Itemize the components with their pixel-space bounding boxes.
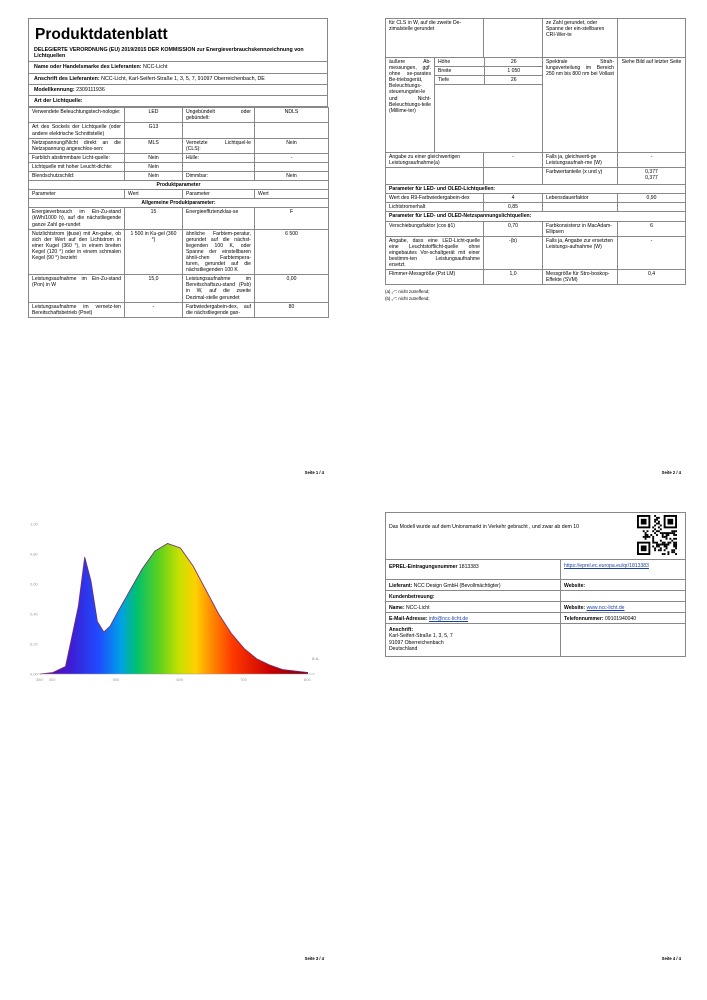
market-row xyxy=(386,513,686,560)
light-source-table xyxy=(28,107,329,318)
param-value: 15 xyxy=(125,208,183,229)
footnote-b: (b) „-“: nicht zutreffend; xyxy=(385,296,430,302)
model-label: Modellkennung: xyxy=(34,86,75,93)
y-tick-label: 1,00 xyxy=(30,521,38,527)
param-row xyxy=(29,208,329,229)
r9-label: Wert des R9-Farbwiedergabein-dex xyxy=(386,194,484,203)
email-label: E-Mail-Adresse: xyxy=(389,616,428,623)
supplier-brand-label: Name oder Handelsmarke des Lieferanten: xyxy=(34,64,142,71)
website-link[interactable]: www.ncc-licht.de xyxy=(586,605,625,612)
x-tick-label: 700 xyxy=(240,677,247,682)
param-label-2: Energieeffizienzklas-se xyxy=(183,208,255,229)
dimension-label: Tiefe xyxy=(435,76,484,85)
chroma-x: 0,377 xyxy=(645,169,658,176)
dimension-label: Höhe xyxy=(435,58,484,67)
equiv-row xyxy=(386,153,686,168)
light-source-row xyxy=(29,138,329,153)
general-title: Allgemeine Produktparameter: xyxy=(29,199,329,208)
page-number: Seite 3 / 4 xyxy=(304,956,324,961)
light-source-row xyxy=(29,171,329,180)
equiv-label: Angabe zu einer gleichwertigen Leistungsaufnahme(a) xyxy=(386,153,484,168)
row-value-2: Nein xyxy=(255,138,329,153)
row-label: Blendschutzschild: xyxy=(29,171,125,180)
address-row xyxy=(386,624,686,656)
spectrum-area xyxy=(40,544,308,675)
cri-label-cont: ze Zahl gerundet, oder Spanne der ein-stellbaren CRI-Wer-te xyxy=(543,19,618,58)
dimension-value: 26 xyxy=(484,76,543,85)
eprel-url-link[interactable]: https://eprel.ec.europa.eu/qr/1813383 xyxy=(564,563,649,569)
x-tick-label: 600 xyxy=(176,677,184,682)
col-param-2: Parameter xyxy=(183,190,255,199)
email-link[interactable]: info@ncc-licht.de xyxy=(428,616,469,623)
general-title-row xyxy=(29,199,329,208)
phone-label: Telefonnummer: xyxy=(564,616,604,623)
maint-row xyxy=(386,203,686,212)
row-value-2: Nein xyxy=(255,171,329,180)
page-number: Seite 4 / 4 xyxy=(661,956,681,961)
dimensions-values xyxy=(435,58,543,153)
params-title: Produktparameter xyxy=(29,181,329,190)
address-line-2: 91097 Oberreichenbach xyxy=(389,639,444,646)
datasheet-header xyxy=(28,18,328,107)
support-empty xyxy=(561,591,686,602)
model-row xyxy=(29,85,327,96)
chroma-empty-2 xyxy=(484,168,543,185)
row-label-2 xyxy=(183,123,255,138)
params-header-row xyxy=(29,190,329,199)
mains-title: Parameter für LED- und OLED-Netzspannungslichtquellen: xyxy=(386,212,686,221)
phone-value: 09101940040 xyxy=(604,616,637,623)
page-title: Produktdatenblatt xyxy=(35,26,168,43)
x-tick-label: 800 xyxy=(304,677,311,682)
row-value: Nein xyxy=(125,162,183,171)
light-source-row xyxy=(29,123,329,138)
email-cell xyxy=(386,613,561,624)
address-line-3: Deutschland xyxy=(389,645,418,652)
x-tick-label: 500 xyxy=(112,677,120,682)
replace-label: Angabe, dass eine LED-Licht-quelle eine Leuchtstofflicht-quelle ohne eingebautes Vor-schaltgerät mit einer bestimm-ten Leistungsaufnahme ersetzt. xyxy=(386,236,484,269)
website2-cell xyxy=(561,602,686,613)
param-row xyxy=(29,302,329,317)
svm-label: Messgröße für Stro-boskop-Effekte (SVM) xyxy=(543,270,618,285)
maint-label: Lichtstromerhalt xyxy=(386,203,484,212)
row-label-2 xyxy=(183,162,255,171)
flicker-row xyxy=(386,270,686,285)
col-param-1: Parameter xyxy=(29,190,125,199)
param-value: 15,0 xyxy=(125,275,183,302)
equiv2-label: Falls ja, gleichwerti-ge Leistungsaufnah-me (W) xyxy=(543,153,618,168)
market-cell xyxy=(386,513,686,560)
row-value: Nein xyxy=(125,153,183,162)
market-text: Das Modell wurde auf dem Unionsmarkt in Verkehr gebracht , und zwar ab dem 10 xyxy=(389,524,580,530)
supplier-info-table xyxy=(385,512,686,657)
cls-standby-value xyxy=(484,19,543,58)
eprel-row xyxy=(386,560,686,580)
spectral-distribution-chart xyxy=(28,512,328,692)
eprel-cell xyxy=(386,560,561,580)
param-label: Leistungsaufnahme im vernetz-ten Bereitschaftsbetrieb (Pnet) xyxy=(29,302,125,317)
x-axis-ticks xyxy=(36,677,311,682)
param-row xyxy=(29,275,329,302)
param-value-2: F xyxy=(255,208,329,229)
dimension-value: 26 xyxy=(484,58,543,67)
name-value: NCC-Licht xyxy=(406,605,430,612)
cos-label: Verschiebungsfaktor (cos ϕ1) xyxy=(386,221,484,236)
y-tick-label: 0,80 xyxy=(30,551,38,557)
eprel-url-cell xyxy=(561,560,686,580)
eprel-label: EPREL-Eintragungsnummer xyxy=(389,564,458,570)
y-tick-label: 0,60 xyxy=(30,581,38,587)
row-value: LED xyxy=(125,108,183,123)
page-3 xyxy=(28,512,328,962)
cri-value-cont xyxy=(618,19,686,58)
supplier-value: NCC Design GmbH (Bevollmächtigter) xyxy=(413,583,501,589)
spectral-value: Siehe Bild auf letzter Seite xyxy=(618,58,686,153)
dimensions-row xyxy=(386,58,686,153)
page-number: Seite 2 / 4 xyxy=(661,470,681,475)
row-value-2 xyxy=(255,123,329,138)
r9-row xyxy=(386,194,686,203)
y-tick-label: 0,40 xyxy=(30,611,38,617)
support-label: Kundenbetreuung: xyxy=(386,591,561,602)
page-2 xyxy=(385,18,685,478)
supplier-brand-value: NCC-Licht xyxy=(142,64,168,71)
dimension-label: Breite xyxy=(435,67,484,76)
param-label: Nutzlichtstrom (ϕuse) mit An-gabe, ob sich der Wert auf den Lichtstrom in einer Kugel (360 °), in einem breiten Kegel (120 °) oder in einem schmalen Kegel (90 °) bezieht xyxy=(29,229,125,275)
cls-row xyxy=(386,19,686,58)
address-cell xyxy=(386,624,561,656)
row-value-2: NDLS xyxy=(255,108,329,123)
param-value: 1 500 in Ku-gel (360 °) xyxy=(125,229,183,275)
chroma-label: Farbwertanteile (x und y) xyxy=(543,168,618,185)
flicker-value: 1,0 xyxy=(484,270,543,285)
param-label: Leistungsaufnahme im Ein-Zu-stand (Pon) in W xyxy=(29,275,125,302)
cos-value: 0,70 xyxy=(484,221,543,236)
supplier-cell xyxy=(386,580,561,591)
param-value-2: 0,00 xyxy=(255,275,329,302)
row-label: Verwendete Beleuchtungstech-nologie: xyxy=(29,108,125,123)
svm-value: 0,4 xyxy=(618,270,686,285)
phone-cell xyxy=(561,613,686,624)
row-label: Lichtquelle mit hoher Leucht-dichte: xyxy=(29,162,125,171)
macadam-value: 6 xyxy=(618,221,686,236)
r9-value: 4 xyxy=(484,194,543,203)
param-row xyxy=(29,229,329,275)
supplier-label: Lieferant: xyxy=(389,583,413,589)
equiv-value: - xyxy=(484,153,543,168)
page-4 xyxy=(385,512,685,962)
light-source-row xyxy=(29,108,329,123)
param-value: - xyxy=(125,302,183,317)
footnotes xyxy=(385,288,685,302)
param-value-2: 80 xyxy=(255,302,329,317)
param-value-2: 6 500 xyxy=(255,229,329,275)
website2-label: Website: xyxy=(564,605,586,612)
name-cell xyxy=(386,602,561,613)
y-axis-ticks xyxy=(30,522,39,677)
row-value: Nein xyxy=(125,171,183,180)
email-row xyxy=(386,613,686,624)
cls-standby-label: für CLS in W, auf die zweite De-zimalstelle gerundet xyxy=(386,19,484,58)
replace2-value: - xyxy=(618,236,686,269)
row-value: MLS xyxy=(125,138,183,153)
x-tick-label: 380 xyxy=(36,677,43,682)
macadam-label: Farbkonsistenz in MacAdam-Ellipsen xyxy=(543,221,618,236)
chroma-empty-1 xyxy=(386,168,484,185)
param-label-2: Farbwiedergabein-dex, auf die nächstliegende gan- xyxy=(183,302,255,317)
row-label-2: Hülle: xyxy=(183,153,255,162)
dimension-row xyxy=(435,67,543,76)
mains-title-row xyxy=(386,212,686,221)
support-row xyxy=(386,591,686,602)
spectral-label: Spektrale Strah-lungsverteilung im Bereich 250 nm bis 800 nm bei Vollast xyxy=(543,58,618,153)
dimensions-subtable xyxy=(435,58,543,85)
y-axis-unit: a.u. xyxy=(312,656,320,661)
address-label: Anschrift: xyxy=(389,627,414,634)
model-value: 2309111936 xyxy=(76,86,105,93)
param-label-2: Leistungsaufnahme im Bereitschaftszu-stand (Psb) in W, auf die zweite Dezimal-stelle gerundet xyxy=(183,275,255,302)
chroma-row xyxy=(386,168,686,185)
maint-value: 0,85 xyxy=(484,203,543,212)
col-value-2: Wert xyxy=(255,190,329,199)
light-source-row xyxy=(29,153,329,162)
light-source-type-label: Art der Lichtquelle: xyxy=(34,98,83,105)
param-label-2: ähnliche Farbtem-peratur, gerundet auf die nächst-liegenden 100 K, oder Spanne der einstellbaren ähnli-chen Farbtempera-turen, gerundet auf die nächstliegenden 100 K xyxy=(183,229,255,275)
supplier-address-value: NCC-Licht, Karl-Seifert-Straße 1, 3, 5, 7, 91097 Oberreichenbach, DE xyxy=(101,75,265,82)
page-1 xyxy=(28,18,328,478)
replace-row xyxy=(386,236,686,269)
light-source-row xyxy=(29,162,329,171)
name-row xyxy=(386,602,686,613)
life-value: 0,90 xyxy=(618,194,686,203)
y-tick-label: 0,00 xyxy=(30,671,38,677)
row-label: Netzspannung/Nicht direkt an die Netzspannung angeschlos-sen: xyxy=(29,138,125,153)
supplier-row xyxy=(386,580,686,591)
address-line-1: Karl-Seifert-Straße 1, 3, 5, 7 xyxy=(389,633,453,640)
col-value-1: Wert xyxy=(125,190,183,199)
param-label: Energieverbrauch im Ein-Zu-stand (kWh/1000 h), auf die nächstliegende ganze Zahl ge-rundet xyxy=(29,208,125,229)
regulation-text: DELEGIERTE VERORDNUNG (EU) 2019/2015 DER KOMMISSION zur Energieverbrauchskennzeichnung von Lichtquellen xyxy=(29,44,327,62)
chroma-y: 0,377 xyxy=(645,175,658,182)
life-label: Lebensdauerfaktor xyxy=(543,194,618,203)
name-label: Name: xyxy=(389,605,405,612)
row-value-2: - xyxy=(255,153,329,162)
led-title-row xyxy=(386,185,686,194)
supplier-address-row xyxy=(29,74,327,85)
led-title: Parameter für LED- und OLED-Lichtquellen: xyxy=(386,185,686,194)
replace-value: -(b) xyxy=(484,236,543,269)
row-label-2: Dimmbar: xyxy=(183,171,255,180)
row-label: Farblich abstimmbare Licht-quelle: xyxy=(29,153,125,162)
cos-row xyxy=(386,221,686,236)
y-tick-label: 0,20 xyxy=(30,641,38,647)
supplier-address-label: Anschrift des Lieferanten: xyxy=(34,75,100,82)
dimension-value: 1 050 xyxy=(484,67,543,76)
supplier-brand-row xyxy=(29,62,327,73)
x-tick-label: 400 xyxy=(48,677,56,682)
replace2-label: Falls ja, Angabe zur ersetzten Leistungs-aufnahme (W) xyxy=(543,236,618,269)
dimension-row xyxy=(435,76,543,85)
flicker-label: Flimmer-Messgröße (Pst LM) xyxy=(386,270,484,285)
row-value-2 xyxy=(255,162,329,171)
qr-code-icon[interactable] xyxy=(637,515,677,555)
address-empty xyxy=(561,624,686,656)
params-title-row xyxy=(29,181,329,190)
dimension-row xyxy=(435,58,543,67)
maint-empty-1 xyxy=(543,203,618,212)
eprel-number: 1813383 xyxy=(458,564,479,570)
equiv2-value: - xyxy=(618,153,686,168)
website-label: Website: xyxy=(561,580,686,591)
row-label-2: Vernetzte Lichtquel-le (CLS): xyxy=(183,138,255,153)
maint-empty-2 xyxy=(618,203,686,212)
row-label-2: Ungebündelt oder gebündelt: xyxy=(183,108,255,123)
chroma-values xyxy=(618,168,686,185)
footnote-a: (a) „-“: nicht zutreffend; xyxy=(385,289,430,295)
page-number: Seite 1 / 4 xyxy=(304,470,324,475)
row-label: Art des Sockels der Lichtquelle (oder andere elektrische Schnittstelle) xyxy=(29,123,125,138)
params-continued-table xyxy=(385,18,686,285)
row-value: G13 xyxy=(125,123,183,138)
dimensions-label: äußere Ab-messungen, ggf. ohne se-parates Be-triebsgerät, Beleuchtungs-steuerungstei-le und Nicht-Beleuchtungs-teile (Millime-ter) xyxy=(386,58,435,153)
